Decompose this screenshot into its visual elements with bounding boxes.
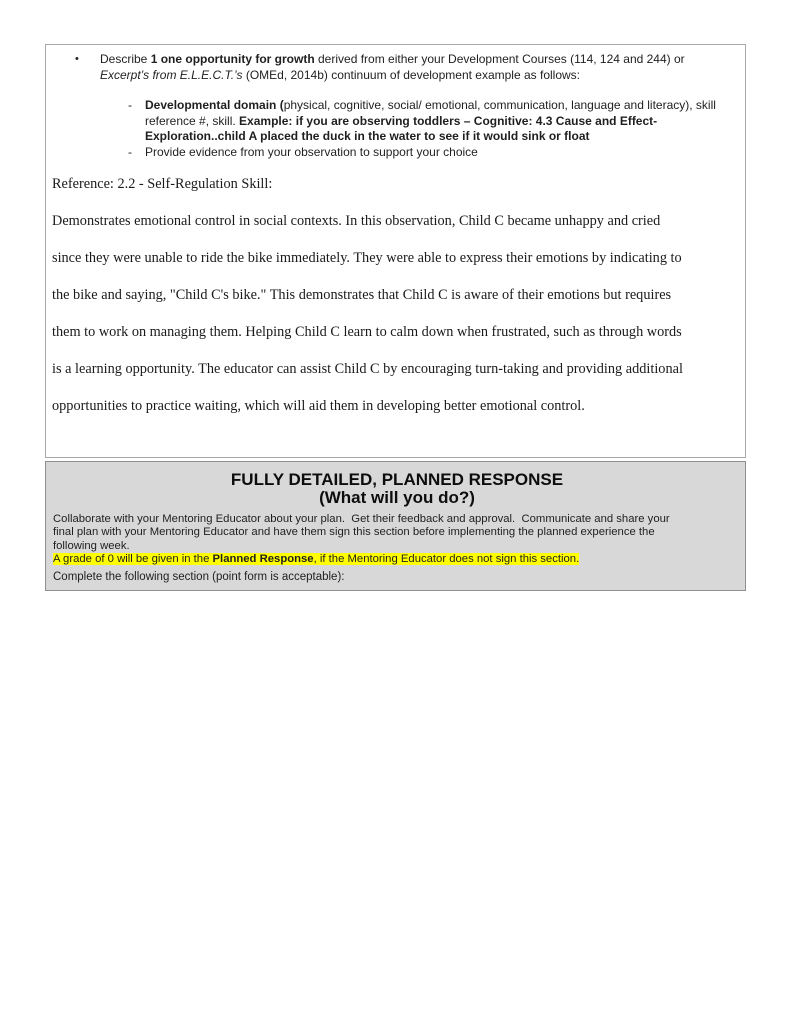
reference-answer-paragraphs bbox=[52, 166, 741, 425]
complete-section-line: Complete the following section (point form is acceptable): bbox=[53, 570, 345, 583]
planned-response-section bbox=[45, 461, 746, 591]
reference-line: since they were unable to ride the bike immediately. They were able to express their emotions by indicating to bbox=[52, 250, 682, 266]
sub-bullet-bold2: Example: if you are observing toddlers – Cognitive: 4.3 Cause and Effect-Exploration..child A placed the duck in the water to see if it would sink or float bbox=[145, 113, 658, 143]
bullet-text-lead: Describe bbox=[100, 52, 151, 66]
sub-bullet-regular: physical, cognitive, social/ emotional, communication, language and literacy), skill reference #, skill. bbox=[145, 98, 716, 128]
sub-bullet-developmental-domain bbox=[128, 98, 741, 145]
instructions-answer-box bbox=[45, 44, 746, 458]
sub-bullet-text: Provide evidence from your observation to support your choice bbox=[145, 144, 478, 159]
bullet-text-tail: (OMEd, 2014b) continuum of development example as follows: bbox=[242, 67, 581, 82]
sub-bullet-bold1: Developmental domain ( bbox=[145, 98, 284, 112]
reference-line: is a learning opportunity. The educator can assist Child C by encouraging turn-taking and providing additional bbox=[52, 361, 683, 377]
warning-pre: A grade of 0 will be given in the bbox=[53, 553, 213, 566]
reference-line: the bike and saying, "Child C's bike." This demonstrates that Child C is aware of their emotions but requires bbox=[52, 287, 672, 303]
reference-heading: Reference: 2.2 - Self-Regulation Skill: bbox=[52, 176, 273, 192]
section-instructions bbox=[53, 513, 741, 553]
reference-line: Demonstrates emotional control in social contexts. In this observation, Child C became unhappy and cried bbox=[52, 213, 661, 229]
bullet-text-bold: 1 one opportunity for growth bbox=[150, 52, 315, 66]
dash-icon: - bbox=[128, 144, 132, 159]
bullet-item-opportunity-for-growth bbox=[75, 52, 737, 83]
bullet-text-mid: derived from either your Development Courses (114, 124 and 244) or bbox=[314, 52, 685, 66]
bullet-text-italic: Excerpt’s from E.L.E.C.T.’s bbox=[100, 67, 243, 82]
sub-bullet-text bbox=[145, 98, 741, 145]
section-title-line2: (What will you do?) bbox=[319, 488, 475, 507]
sub-bullet-provide-evidence bbox=[128, 145, 741, 161]
section-title bbox=[53, 471, 741, 507]
reference-line: opportunities to practice waiting, which will aid them in developing better emotional control. bbox=[52, 398, 585, 414]
warning-post: , if the Mentoring Educator does not sign this section. bbox=[313, 553, 580, 566]
grade-warning-line bbox=[53, 553, 741, 567]
dash-icon: - bbox=[128, 98, 132, 112]
reference-line: them to work on managing them. Helping Child C learn to calm down when frustrated, such as through words bbox=[52, 324, 682, 340]
instruction-line: Collaborate with your Mentoring Educator about your plan. Get their feedback and approval. Communicate and share your bbox=[53, 513, 670, 525]
section-title-line1: FULLY DETAILED, PLANNED RESPONSE bbox=[230, 470, 564, 489]
bullet-text bbox=[100, 52, 737, 83]
instruction-line: final plan with your Mentoring Educator and have them sign this section before implementing the planned experience the bbox=[53, 526, 655, 539]
instruction-line: following week. bbox=[53, 539, 130, 552]
highlighted-warning bbox=[53, 553, 579, 565]
warning-bold: Planned Response bbox=[212, 553, 314, 566]
bullet-icon: • bbox=[75, 53, 79, 65]
